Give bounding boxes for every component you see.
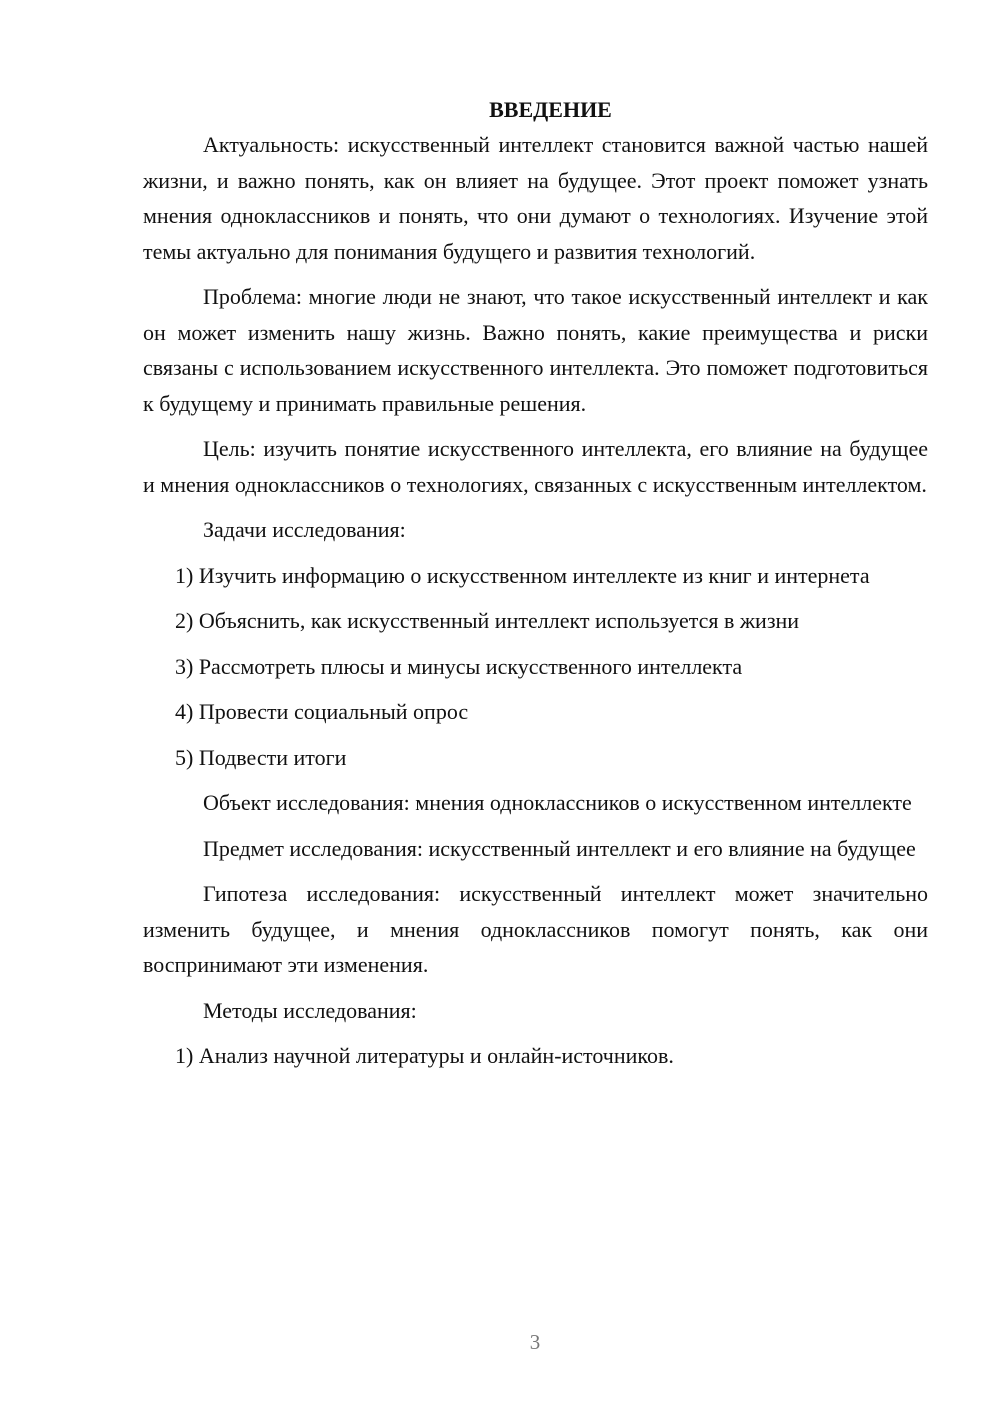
methods-label: Методы исследования: — [203, 997, 417, 1023]
subject-paragraph: Предмет исследования: искусственный интеллект и его влияние на будущее — [203, 835, 916, 861]
task-item: 1) Изучить информацию о искусственном интеллекте из книг и интернета — [175, 562, 870, 588]
method-item: 1) Анализ научной литературы и онлайн-источников. — [175, 1043, 674, 1068]
object-paragraph: Объект исследования: мнения одноклассников о искусственном интеллекте — [203, 790, 912, 815]
task-item: 4) Провести социальный опрос — [175, 699, 469, 724]
section-heading: ВВЕДЕНИЕ — [489, 97, 612, 122]
problem-paragraph: Проблема: многие люди не знают, что такое искусственный интеллект и как он может изменить нашу жизнь. Важно понять, какие преимущества и риски связаны с использованием искусственного интеллекта. Это поможет подготовиться к будущему и принимать правильные решения. — [143, 284, 928, 416]
relevance-paragraph: Актуальность: искусственный интеллект становится важной частью нашей жизни, и важно понять, как он влияет на будущее. Этот проект поможет узнать мнения одноклассников и понять, что они думают о технологиях. Изучение этой темы актуально для понимания будущего и развития технологий. — [143, 132, 928, 264]
goal-paragraph: Цель: изучить понятие искусственного интеллекта, его влияние на будущее и мнения одноклассников о технологиях, связанных с искусственным интеллектом. — [143, 436, 928, 497]
tasks-label: Задачи исследования: — [203, 517, 406, 542]
task-item: 3) Рассмотреть плюсы и минусы искусственного интеллекта — [175, 653, 743, 679]
task-item: 5) Подвести итоги — [175, 744, 347, 770]
hypothesis-paragraph: Гипотеза исследования: искусственный интеллект может значительно изменить будущее, и мнения одноклассников помогут понять, как они воспринимают эти изменения. — [143, 881, 928, 977]
page-content — [143, 92, 928, 1084]
task-item: 2) Объяснить, как искусственный интеллект используется в жизни — [175, 608, 800, 633]
page-number: 3 — [529, 1330, 541, 1354]
